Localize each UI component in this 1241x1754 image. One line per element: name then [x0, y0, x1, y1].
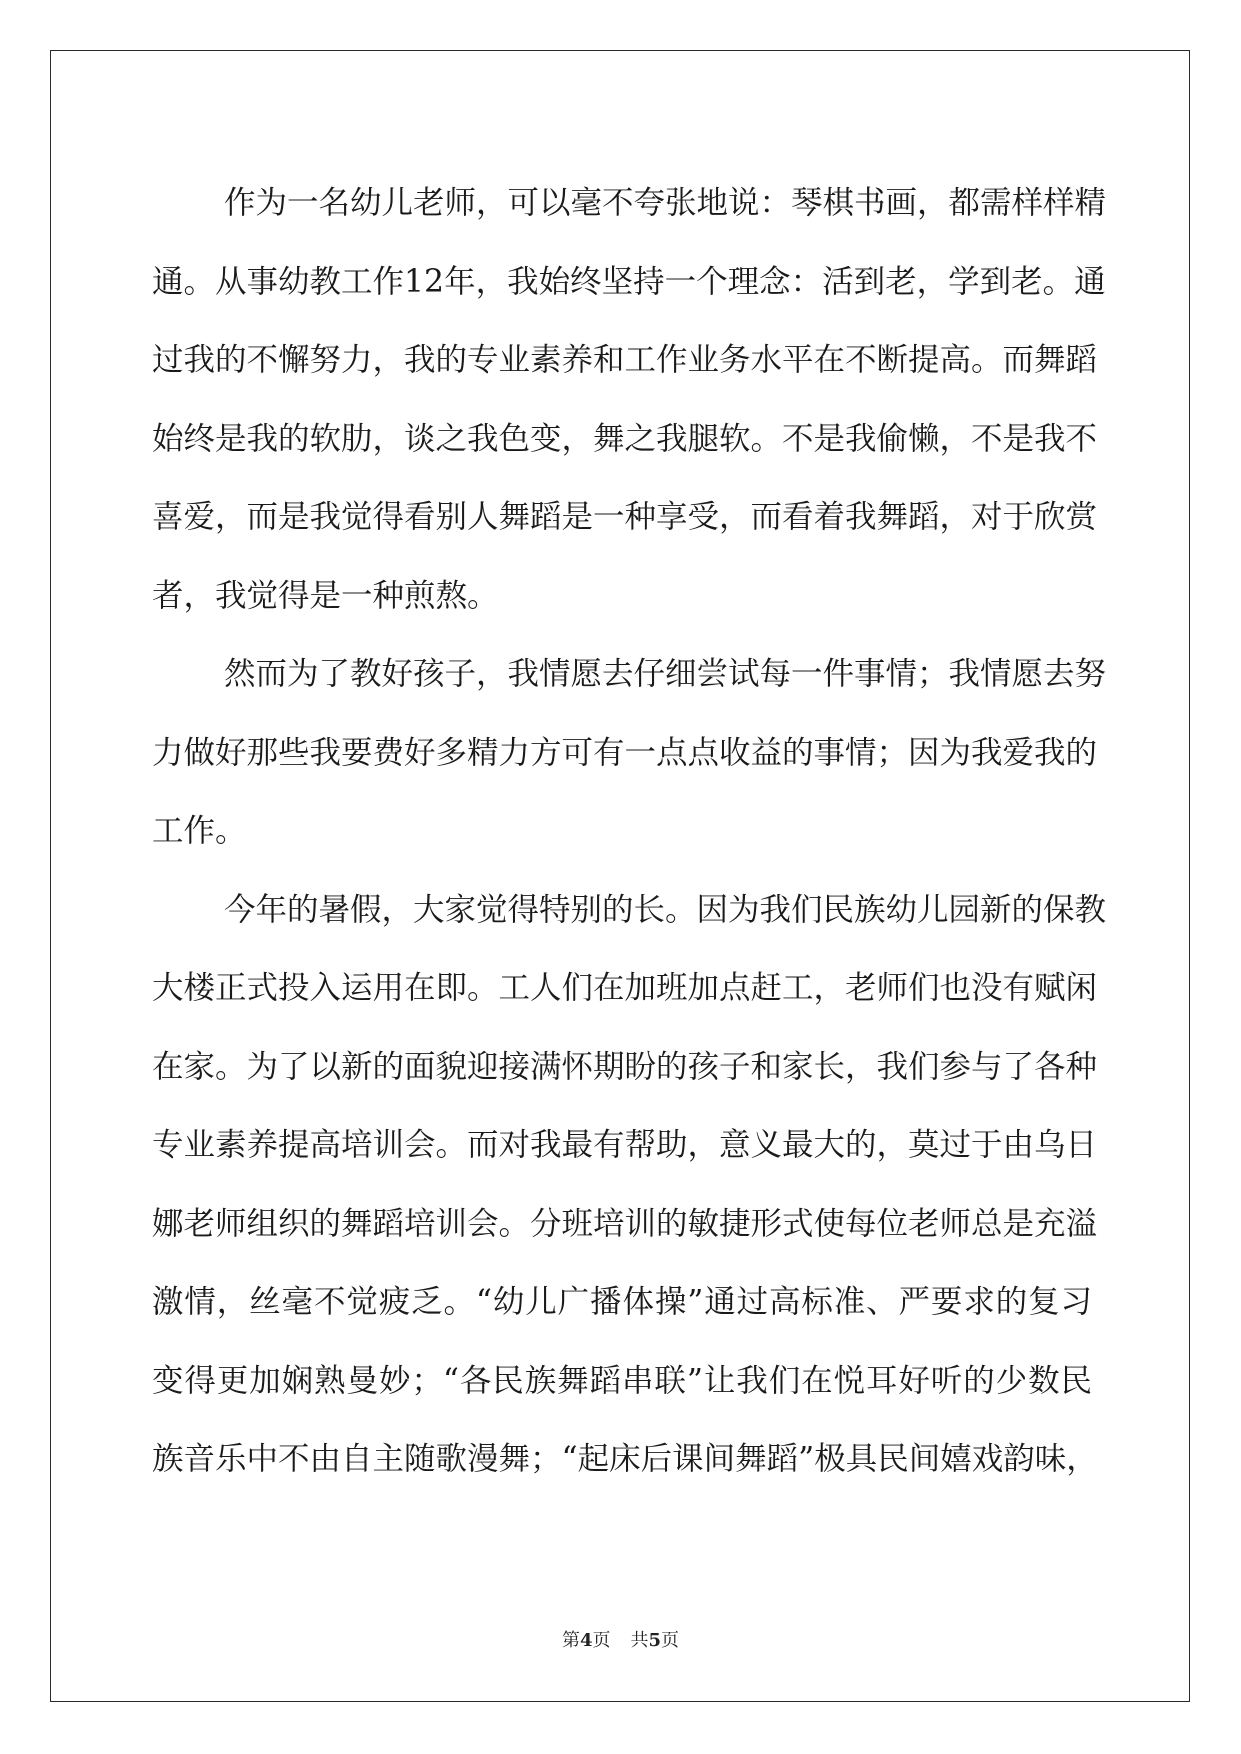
text-line: 始终是我的软肋，谈之我色变，舞之我腿软。不是我偷懒，不是我不	[152, 420, 1098, 457]
paragraph-3	[152, 871, 1107, 1499]
current-page-number: 4	[579, 1630, 593, 1651]
text-line: 娜老师组织的舞蹈培训会。分班培训的敏捷形式使每位老师总是充溢	[152, 1205, 1098, 1242]
text-line: 者，我觉得是一种煎熬。	[152, 577, 499, 614]
total-pages-suffix: 页	[661, 1630, 680, 1651]
text-line: 然而为了教好孩子，我情愿去仔细尝试每一件事情；我情愿去努	[224, 656, 1107, 692]
text-line: 力做好那些我要费好多精力方可有一点点收益的事情；因为我爱我的	[152, 734, 1098, 771]
text-line: 作为一名幼儿老师，可以毫不夸张地说：琴棋书画，都需样样精	[224, 185, 1107, 221]
text-line: 专业素养提高培训会。而对我最有帮助，意义最大的，莫过于由乌日	[152, 1127, 1098, 1163]
paragraph-1	[152, 164, 1107, 635]
paragraph-2	[152, 635, 1107, 871]
text-line: 族音乐中不由自主随歌漫舞；“起床后课间舞蹈”极具民间嬉戏韵味，	[152, 1441, 1098, 1477]
page-footer	[0, 1626, 1241, 1652]
total-pages-prefix: 共	[630, 1630, 649, 1651]
document-body	[152, 164, 1107, 1499]
text-line: 在家。为了以新的面貌迎接满怀期盼的孩子和家长，我们参与了各种	[152, 1048, 1098, 1085]
text-line: 大楼正式投入运用在即。工人们在加班加点赶工，老师们也没有赋闲	[152, 970, 1098, 1006]
page-number-prefix: 第	[561, 1630, 580, 1651]
text-line: 喜爱，而是我觉得看别人舞蹈是一种享受，而看着我舞蹈，对于欣赏	[152, 499, 1098, 535]
text-line: 变得更加娴熟曼妙；“各民族舞蹈串联”让我们在悦耳好听的少数民	[152, 1362, 1092, 1399]
text-line: 工作。	[152, 813, 247, 849]
text-line: 今年的暑假，大家觉得特别的长。因为我们民族幼儿园新的保教	[224, 891, 1107, 928]
page-number-suffix: 页	[592, 1630, 611, 1651]
text-line: 过我的不懈努力，我的专业素养和工作业务水平在不断提高。而舞蹈	[152, 342, 1098, 378]
total-page-count: 5	[648, 1630, 662, 1651]
text-line: 通。从事幼教工作12年，我始终坚持一个理念：活到老，学到老。通	[152, 263, 1106, 300]
text-line: 激情，丝毫不觉疲乏。“幼儿广播体操”通过高标准、严要求的复习	[152, 1284, 1092, 1320]
